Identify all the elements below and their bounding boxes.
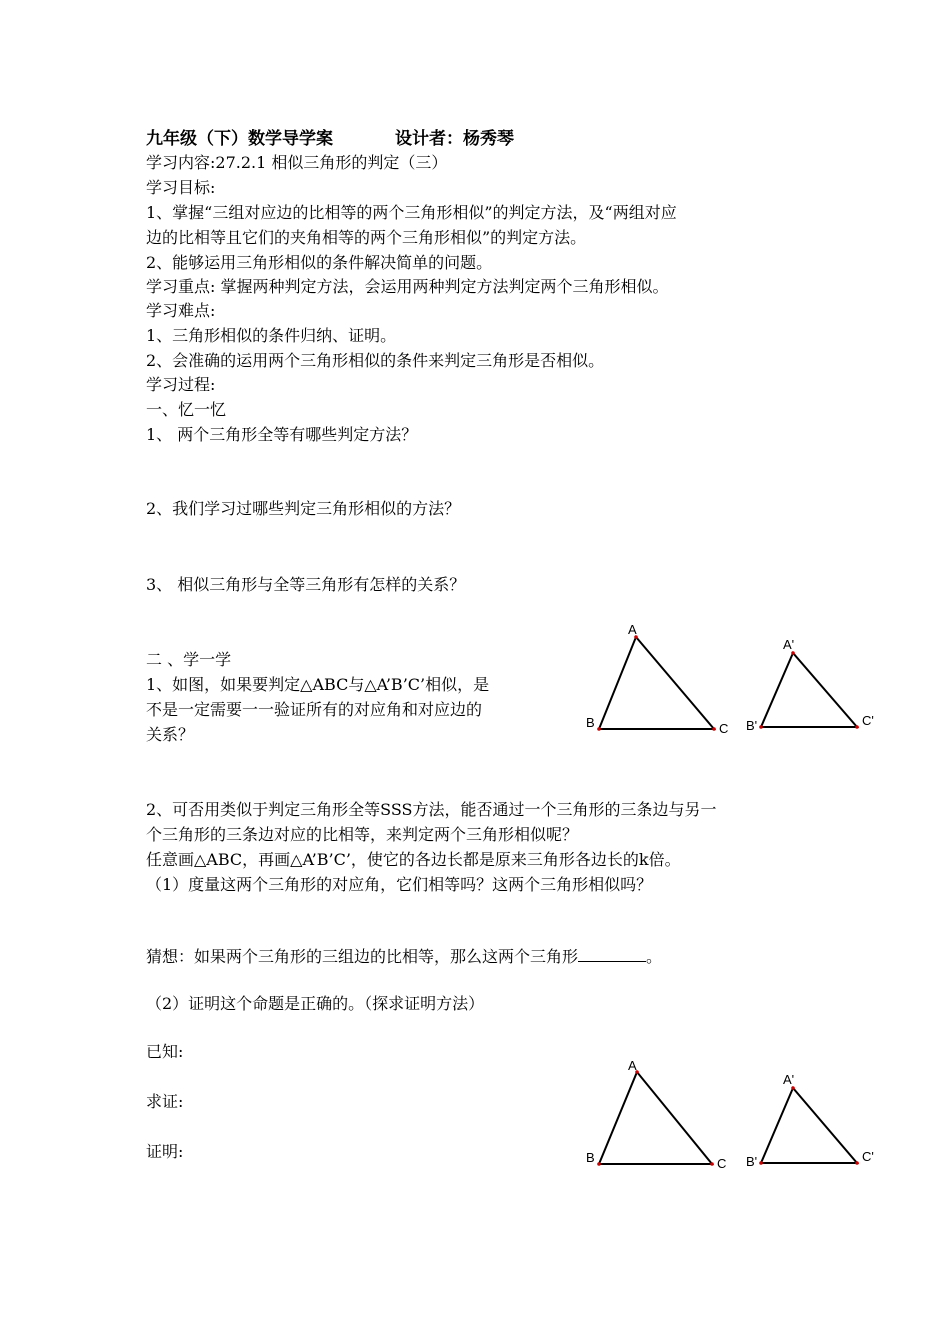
difficulty-2: 2、会准确的运用两个三角形相似的条件来判定三角形是否相似。 bbox=[146, 351, 605, 370]
label-b-prime: B' bbox=[746, 718, 758, 733]
section-1-question-2: 2、我们学习过哪些判定三角形相似的方法？ bbox=[146, 499, 461, 518]
label-b: B bbox=[586, 1150, 595, 1165]
proof-label: 证明: bbox=[146, 1142, 184, 1161]
known-label: 已知: bbox=[146, 1042, 184, 1061]
section-2-q1-line-1: 1、如图，如果要判定△ABC与△A’B’C’相似，是 bbox=[146, 675, 490, 694]
difficulty-heading: 学习难点: bbox=[146, 301, 216, 320]
triangle-abc-bottom bbox=[586, 1058, 726, 1171]
label-c: C bbox=[719, 721, 729, 736]
triangle-abc-prime-top bbox=[746, 637, 874, 733]
label-c-prime: C' bbox=[862, 1149, 874, 1164]
title-text: 九年级（下）数学导学案 bbox=[146, 129, 333, 149]
label-a: A bbox=[628, 1058, 637, 1073]
section-2-q2-line-1: 2、可否用类似于判定三角形全等SSS方法，能否通过一个三角形的三条边与另一 bbox=[146, 800, 717, 819]
section-2-heading: 二 、学一学 bbox=[146, 650, 232, 669]
triangle-abc-prime-bottom bbox=[746, 1072, 874, 1169]
label-a-prime: A' bbox=[783, 1072, 795, 1087]
section-2-q2-line-2: 个三角形的三条边对应的比相等，来判定两个三角形相似呢？ bbox=[146, 825, 579, 844]
designer-text: 设计者：杨秀琴 bbox=[395, 129, 514, 149]
difficulty-1: 1、三角形相似的条件归纳、证明。 bbox=[146, 326, 397, 345]
key-point: 学习重点: 掌握两种判定方法，会运用两种判定方法判定两个三角形相似。 bbox=[146, 277, 669, 296]
label-a-prime: A' bbox=[783, 637, 795, 652]
goals-heading: 学习目标: bbox=[146, 178, 216, 197]
label-c-prime: C' bbox=[862, 713, 874, 728]
section-1-question-1: 1、 两个三角形全等有哪些判定方法？ bbox=[146, 425, 418, 444]
label-b-prime: B' bbox=[746, 1154, 758, 1169]
prove-label: 求证: bbox=[146, 1092, 184, 1111]
section-2-q1-line-2: 不是一定需要一一验证所有的对应角和对应边的 bbox=[146, 700, 483, 719]
section-2-sub-1: （1）度量这两个三角形的对应角，它们相等吗？这两个三角形相似吗？ bbox=[146, 875, 653, 894]
label-b: B bbox=[586, 715, 595, 730]
guess-prefix: 猜想：如果两个三角形的三组边的比相等，那么这两个三角形 bbox=[146, 947, 579, 966]
goal-2: 2、能够运用三角形相似的条件解决简单的问题。 bbox=[146, 253, 493, 272]
triangle-abc-top bbox=[586, 622, 728, 736]
section-2-q2-line-3: 任意画△ABC，再画△A’B’C’，使它的各边长都是原来三角形各边长的k倍。 bbox=[146, 850, 681, 869]
goal-1-line-1: 1、掌握“三组对应边的比相等的两个三角形相似”的判定方法，及“两组对应 bbox=[146, 203, 677, 222]
guess-suffix: 。 bbox=[646, 947, 663, 966]
section-1-question-3: 3、 相似三角形与全等三角形有怎样的关系？ bbox=[146, 575, 466, 594]
content-line: 学习内容:27.2.1 相似三角形的判定（三） bbox=[146, 153, 448, 172]
section-2-q1-line-3: 关系？ bbox=[146, 725, 195, 744]
goal-1-line-2: 边的比相等且它们的夹角相等的两个三角形相似”的判定方法。 bbox=[146, 228, 587, 247]
process-heading: 学习过程: bbox=[146, 375, 216, 394]
section-2-sub-2: （2）证明这个命题是正确的。（探求证明方法） bbox=[146, 994, 485, 1013]
label-a: A bbox=[628, 622, 637, 637]
section-1-heading: 一、忆一忆 bbox=[146, 400, 227, 419]
label-c: C bbox=[717, 1156, 727, 1171]
